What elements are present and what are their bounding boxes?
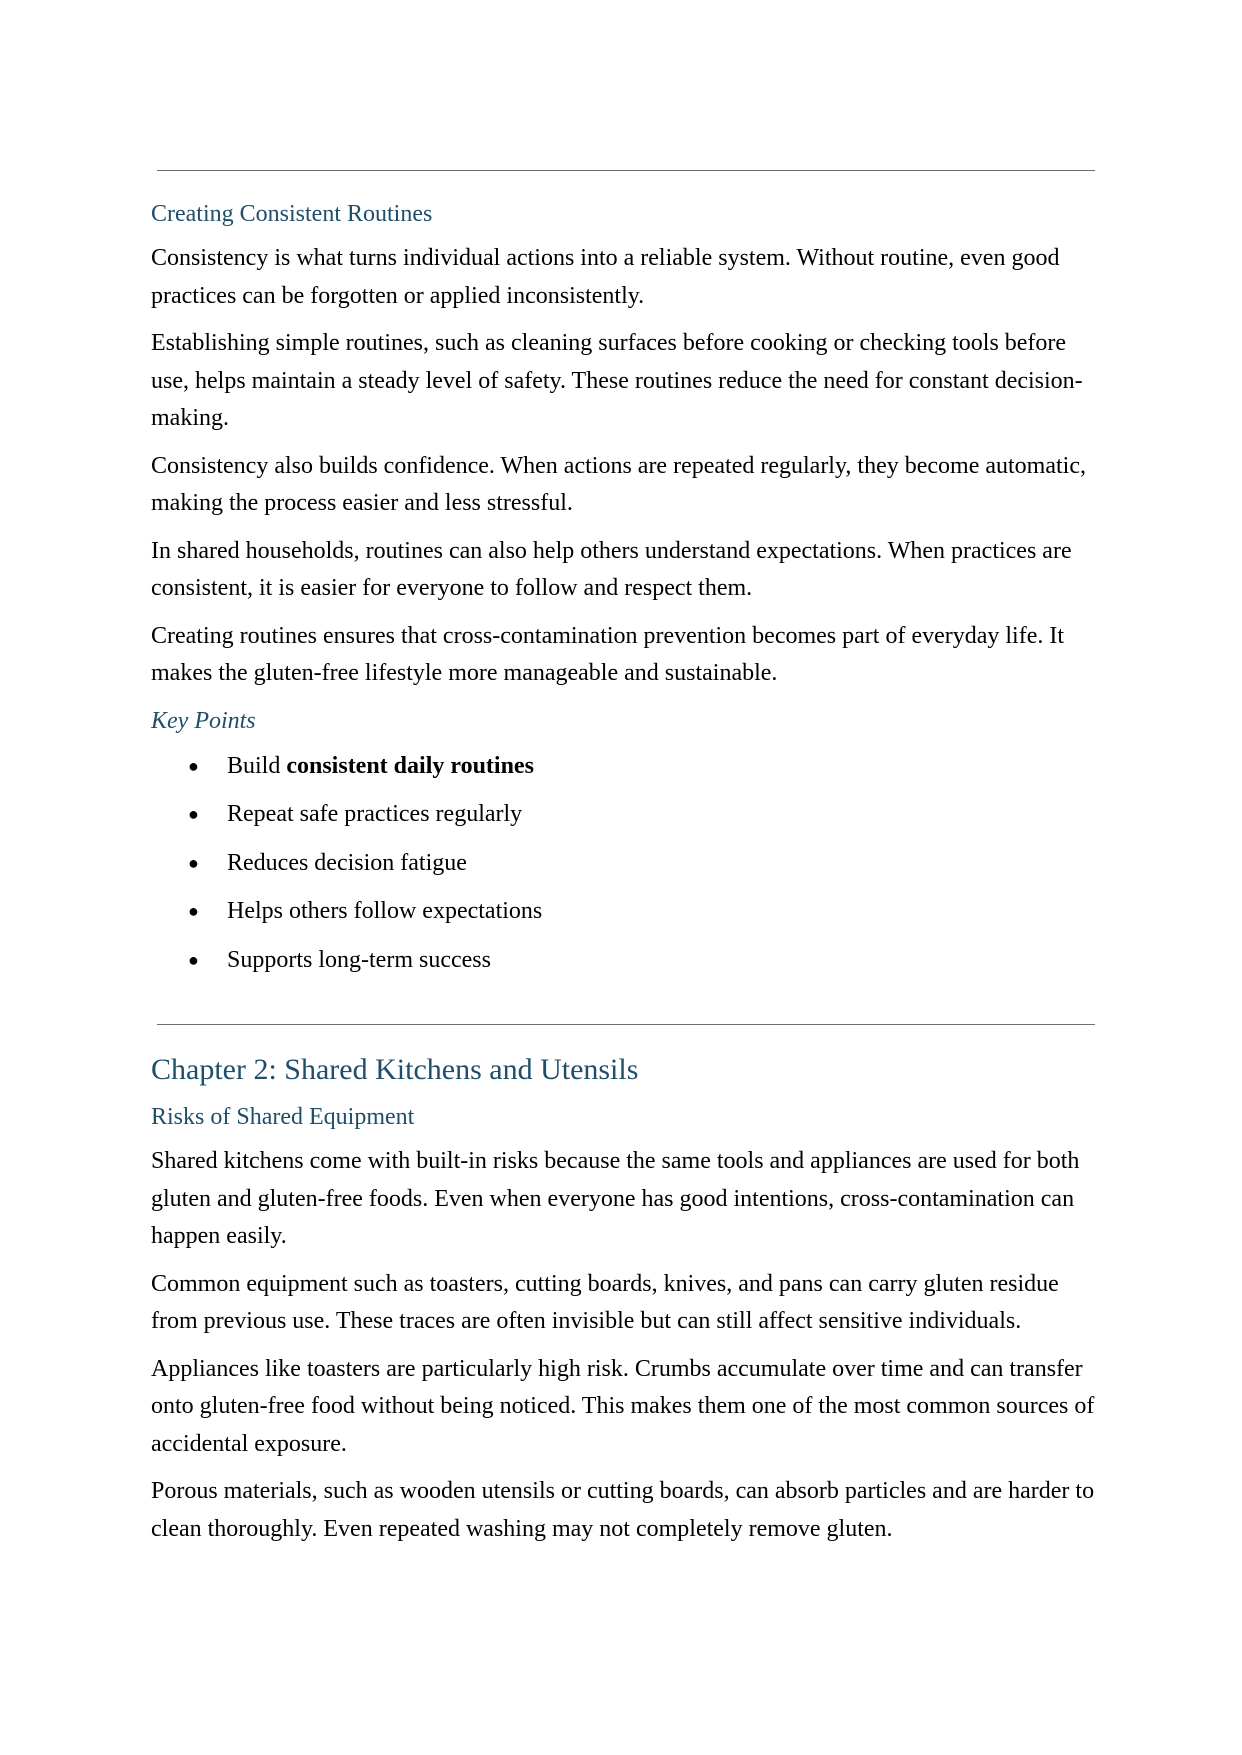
list-item-text: Reduces decision fatigue xyxy=(227,849,467,876)
paragraph: Establishing simple routines, such as cleaning surfaces before cooking or checking tools before use, helps maintain a steady level of safety. These routines reduce the need for constant decision-making. xyxy=(151,330,1083,431)
chapter-title: Chapter 2: Shared Kitchens and Utensils xyxy=(151,1053,639,1086)
bullet-icon: ● xyxy=(188,852,199,873)
horizontal-rule-chapter xyxy=(157,1024,1095,1025)
list-item-text-bold: consistent daily routines xyxy=(286,752,534,779)
list-item xyxy=(151,942,1101,978)
key-points-heading: Key Points xyxy=(151,707,256,734)
list-item xyxy=(151,748,1101,784)
key-points-list xyxy=(151,748,1101,978)
section-creating-consistent-routines xyxy=(151,196,1101,990)
paragraph: Common equipment such as toasters, cutting boards, knives, and pans can carry gluten residue from previous use. These traces are often invisible but can still affect sensitive individuals. xyxy=(151,1270,1059,1334)
paragraph: Creating routines ensures that cross-contamination prevention becomes part of everyday life. It makes the gluten-free lifestyle more manageable and sustainable. xyxy=(151,622,1065,686)
paragraph: Consistency also builds confidence. When actions are repeated regularly, they become automatic, making the process easier and less stressful. xyxy=(151,452,1086,516)
chapter-2-section xyxy=(151,1048,1101,1558)
bullet-icon: ● xyxy=(188,949,199,970)
paragraph: Shared kitchens come with built-in risks because the same tools and appliances are used for both gluten and gluten-free foods. Even when everyone has good intentions, cross-contamination can happen easily. xyxy=(151,1148,1080,1249)
list-item-text: Helps others follow expectations xyxy=(227,898,543,924)
paragraph: Consistency is what turns individual actions into a reliable system. Without routine, even good practices can be forgotten or applied inconsistently. xyxy=(151,245,1060,309)
section-heading: Risks of Shared Equipment xyxy=(151,1104,415,1130)
list-item xyxy=(151,893,1101,929)
bullet-icon: ● xyxy=(188,755,199,776)
horizontal-rule-top xyxy=(157,170,1095,171)
list-item-text-prefix: Build xyxy=(227,752,287,779)
paragraph: Appliances like toasters are particularly high risk. Crumbs accumulate over time and can transfer onto gluten-free food without being noticed. This makes them one of the most common sources of accidental exposure. xyxy=(151,1355,1095,1457)
paragraph: Porous materials, such as wooden utensils or cutting boards, can absorb particles and are harder to clean thoroughly. Even repeated washing may not completely remove gluten. xyxy=(151,1478,1095,1542)
bullet-icon: ● xyxy=(188,901,199,921)
list-item xyxy=(151,796,1101,832)
paragraph: In shared households, routines can also help others understand expectations. When practices are consistent, it is easier for everyone to follow and respect them. xyxy=(151,537,1072,601)
section-heading: Creating Consistent Routines xyxy=(151,201,433,227)
list-item-text: Repeat safe practices regularly xyxy=(227,801,523,827)
list-item xyxy=(151,845,1101,881)
list-item-text: Supports long-term success xyxy=(227,946,491,973)
bullet-icon: ● xyxy=(188,804,199,824)
